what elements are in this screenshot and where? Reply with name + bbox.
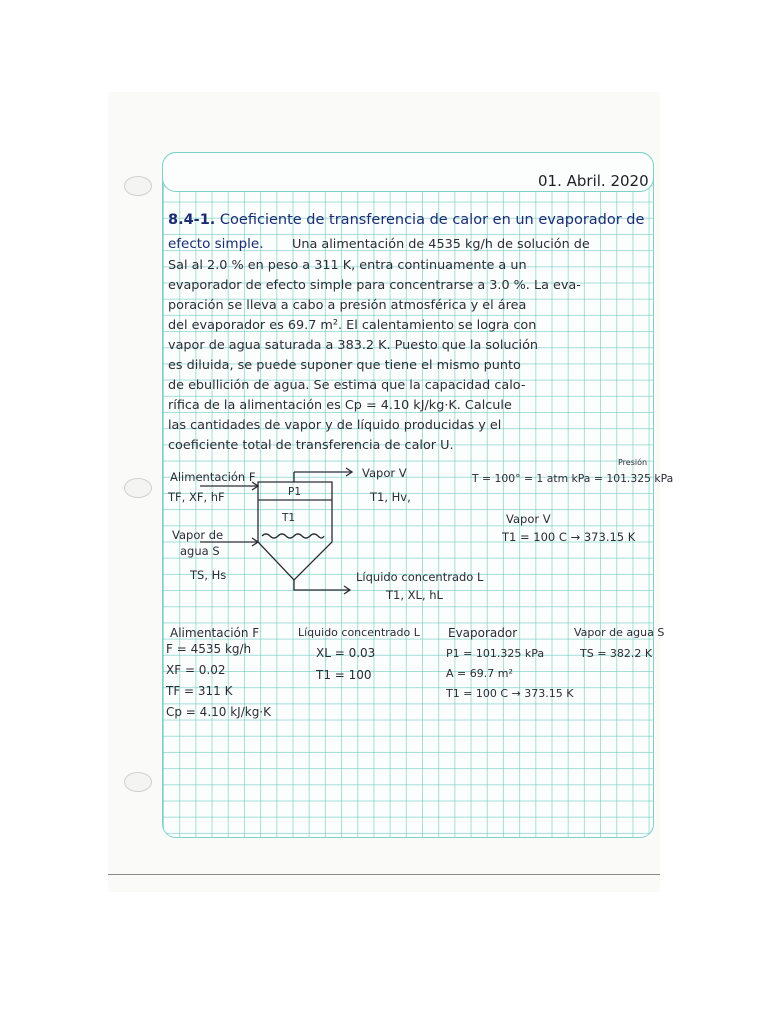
statement-line: las cantidades de vapor y de líquido producidas y el <box>168 418 502 433</box>
pressure-equation: T = 100° = 1 atm kPa = 101.325 kPa <box>472 472 674 485</box>
statement-line: Sal al 2.0 % en peso a 311 K, entra continuamente a un <box>168 258 527 273</box>
pressure-symbol: P1 <box>288 486 302 498</box>
statement-line: de ebullición de agua. Se estima que la capacidad calo- <box>168 378 526 393</box>
steam-label-cont: agua S <box>180 544 220 558</box>
statement-line: Una alimentación de 4535 kg/h de solución de <box>292 237 590 252</box>
feed-label: Alimentación F <box>170 470 256 484</box>
column-heading: Vapor de agua S <box>574 626 665 639</box>
column-value: T1 = 100 <box>316 668 372 682</box>
liquid-variables: T1, XL, hL <box>386 588 443 602</box>
problem-title-text: Coeficiente de transferencia de calor en un evaporador de <box>219 212 645 228</box>
statement-line: rífica de la alimentación es Cp = 4.10 kJ/kg·K. Calcule <box>168 398 512 413</box>
problem-number: 8.4-1. <box>168 212 216 228</box>
steam-variables: TS, Hs <box>190 568 227 582</box>
binder-hole <box>124 176 152 196</box>
binder-hole <box>124 772 152 792</box>
column-heading: Líquido concentrado L <box>298 626 420 639</box>
column-value: XF = 0.02 <box>166 663 226 677</box>
statement-line: es diluida, se puede suponer que tiene el mismo punto <box>168 358 521 373</box>
page-date: 01. Abril. 2020 <box>538 172 649 190</box>
problem-title-cont: efecto simple. <box>168 236 264 252</box>
page-edge-line <box>108 874 660 875</box>
feed-variables: TF, XF, hF <box>168 490 225 504</box>
statement-line: evaporador de efecto simple para concentrarse a 3.0 %. La eva- <box>168 278 581 293</box>
steam-label: Vapor de <box>172 528 224 542</box>
pressure-note: Presión <box>618 458 648 467</box>
column-heading: Evaporador <box>448 626 518 640</box>
column-value: TF = 311 K <box>166 684 233 698</box>
statement-line: poración se lleva a cabo a presión atmosférica y el área <box>168 298 527 313</box>
vapor-side-label: Vapor V <box>506 512 551 526</box>
vapor-side-equation: T1 = 100 C → 373.15 K <box>502 530 636 544</box>
column-value: F = 4535 kg/h <box>166 642 252 656</box>
liquid-label: Líquido concentrado L <box>356 570 484 584</box>
vapor-variables: T1, Hv, <box>370 490 411 504</box>
problem-title <box>168 212 644 228</box>
column-value: TS = 382.2 K <box>580 647 653 660</box>
temperature-symbol: T1 <box>282 512 296 524</box>
statement-line: vapor de agua saturada a 383.2 K. Puesto que la solución <box>168 338 539 353</box>
column-value: T1 = 100 C → 373.15 K <box>446 687 574 700</box>
column-value: Cp = 4.10 kJ/kg·K <box>166 705 271 719</box>
column-value: XL = 0.03 <box>316 646 376 660</box>
statement-line: coeficiente total de transferencia de calor U. <box>168 438 454 453</box>
column-value: A = 69.7 m² <box>446 667 513 680</box>
binder-hole <box>124 478 152 498</box>
column-heading: Alimentación F <box>170 626 260 640</box>
vapor-label: Vapor V <box>362 466 407 480</box>
column-value: P1 = 101.325 kPa <box>446 647 545 660</box>
statement-line: del evaporador es 69.7 m². El calentamiento se logra con <box>168 318 537 333</box>
